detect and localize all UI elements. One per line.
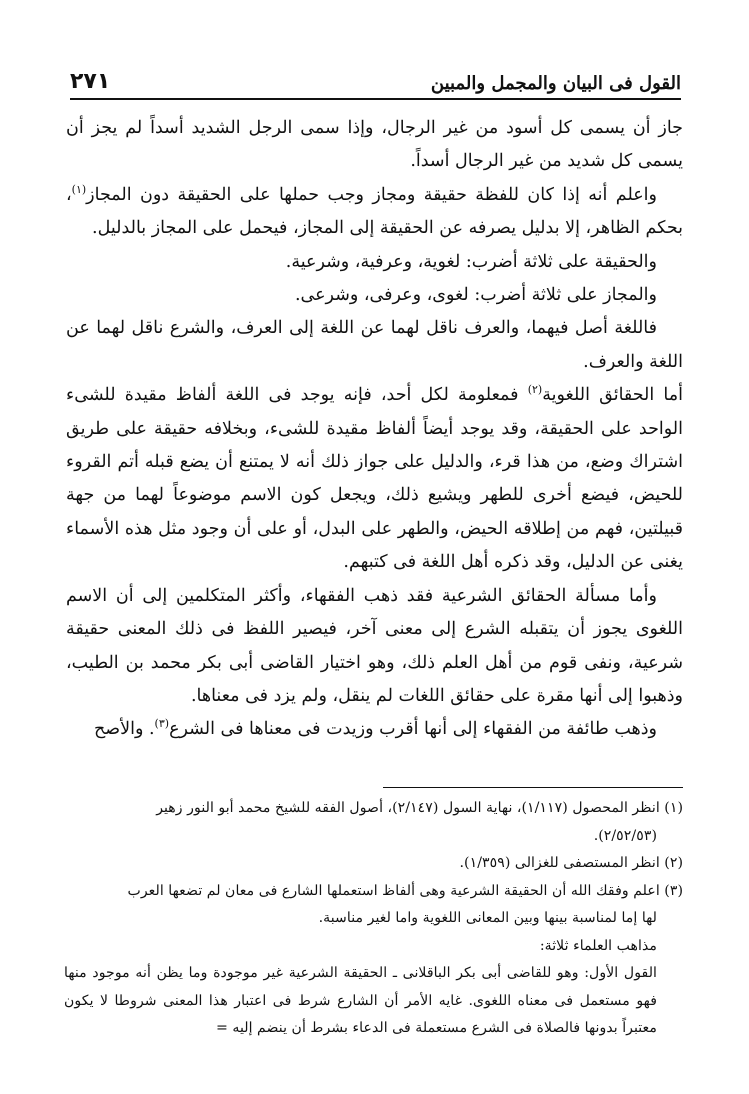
footnote: (١) انظر المحصول (١/١١٧)، نهاية السول (٢/١٤٧)، أصول الفقه للشيخ محمد أبو النور زهير <box>156 800 683 816</box>
footnote-marker[interactable]: (٣) <box>154 717 170 731</box>
page-number: ٢٧١ <box>70 69 111 94</box>
footnotes <box>64 795 683 1043</box>
footnote-continuation: لها إما لمناسبة بينها وبين المعانى اللغوية واما لغير مناسبة. <box>318 910 657 926</box>
chapter-title: القول فى البيان والمجمل والمبين <box>430 73 681 94</box>
paragraph-text: فمعلومة لكل أحد، فإنه يوجد فى اللغة ألفاظ مقيدة للشىء الواحد على الحقيقة، وقد يوجد أيضاً ألفاظ مقيدة للشىء، وبخلافه حقيقة على طريق اشتراك وضع، من هذا قرء، والدليل على جواز ذلك أنه لا يمتنع أن يضع قبله أتم القروء للحيض، فيضع أخرى للطهر ويشيع ذلك، ويجعل كون الاسم موضوعاً لهما من جهة قبيلتين، فهم من إطلاقه الحيض، والطهر على البدل، أو على أن وجود مثل هذه الأسماء يغنى عن الدليل، وقد ذكره أهل اللغة فى كتبهم. <box>66 385 683 573</box>
footnote-marker[interactable]: (٢) <box>527 383 543 397</box>
running-header <box>70 58 681 100</box>
paragraph <box>66 379 683 579</box>
paragraph: فاللغة أصل فيهما، والعرف ناقل لهما عن اللغة إلى العرف، والشرع ناقل لهما عن اللغة والعرف. <box>66 318 683 372</box>
paragraph <box>66 179 683 246</box>
footnote-continuation: القول الأول: وهو للقاضى أبى بكر الباقلانى ـ الحقيقة الشرعية غير موجودة وما يظن أنه موجود منها فهو مستعمل فى معناه اللغوى. غايه الأمر أن الشارع شرط فى اعتبار هذا المعنى شروطا لا يكون معتبراً بدونها فالصلاة فى الشرع مستعملة فى الدعاء بشرط أن ينضم إليه = <box>64 965 657 1036</box>
footnote: (٢) انظر المستصفى للغزالى (١/٣٥٩). <box>459 855 683 871</box>
paragraph: جاز أن يسمى كل أسود من غير الرجال، وإذا سمى الرجل الشديد أسداً لم يجز أن يسمى كل شديد من غير الرجال أسداً. <box>66 118 683 172</box>
paragraph-text: واعلم أنه إذا كان للفظة حقيقة ومجاز وجب حملها على الحقيقة دون المجاز <box>86 184 657 205</box>
footnote-marker[interactable]: (١) <box>71 182 87 196</box>
footnote-continuation: مذاهب العلماء ثلاثة: <box>539 937 657 954</box>
paragraph-text: أما الحقائق اللغوية <box>542 385 683 406</box>
paragraph: والحقيقة على ثلاثة أضرب: لغوية، وعرفية، وشرعية. <box>285 251 657 272</box>
paragraph: وأما مسألة الحقائق الشرعية فقد ذهب الفقهاء، وأكثر المتكلمين إلى أن الاسم اللغوى يجوز أن يتقبله الشرع إلى معنى آخر، فيصير اللفظ فى ذلك المعنى حقيقة شرعية، ونفى قوم من أهل العلم ذلك، وهو اختيار القاضى أبى بكر محمد بن الطيب، وذهبوا إلى أنها مقرة على حقائق اللغات لم ينقل، ولم يزد فى معناها. <box>66 585 683 706</box>
main-text <box>66 112 683 747</box>
paragraph: والمجاز على ثلاثة أضرب: لغوى، وعرفى، وشرعى. <box>294 285 657 306</box>
footnote-divider <box>383 787 683 788</box>
footnote: (٣) اعلم وفقك الله أن الحقيقة الشرعية وهى ألفاظ استعملها الشارع فى معان لم تضعها العرب <box>127 882 683 899</box>
footnote-continuation: (٢/٥٢/٥٣). <box>593 827 657 844</box>
paragraph-text: وذهب طائفة من الفقهاء إلى أنها أقرب وزيدت فى معناها فى الشرع <box>169 719 657 740</box>
paragraph-text: . والأصح <box>93 719 155 740</box>
paragraph-text: ، بحكم الظاهر، إلا بدليل يصرفه عن الحقيقة إلى المجاز، فيحمل على المجاز بالدليل. <box>66 184 683 239</box>
paragraph <box>66 713 683 746</box>
